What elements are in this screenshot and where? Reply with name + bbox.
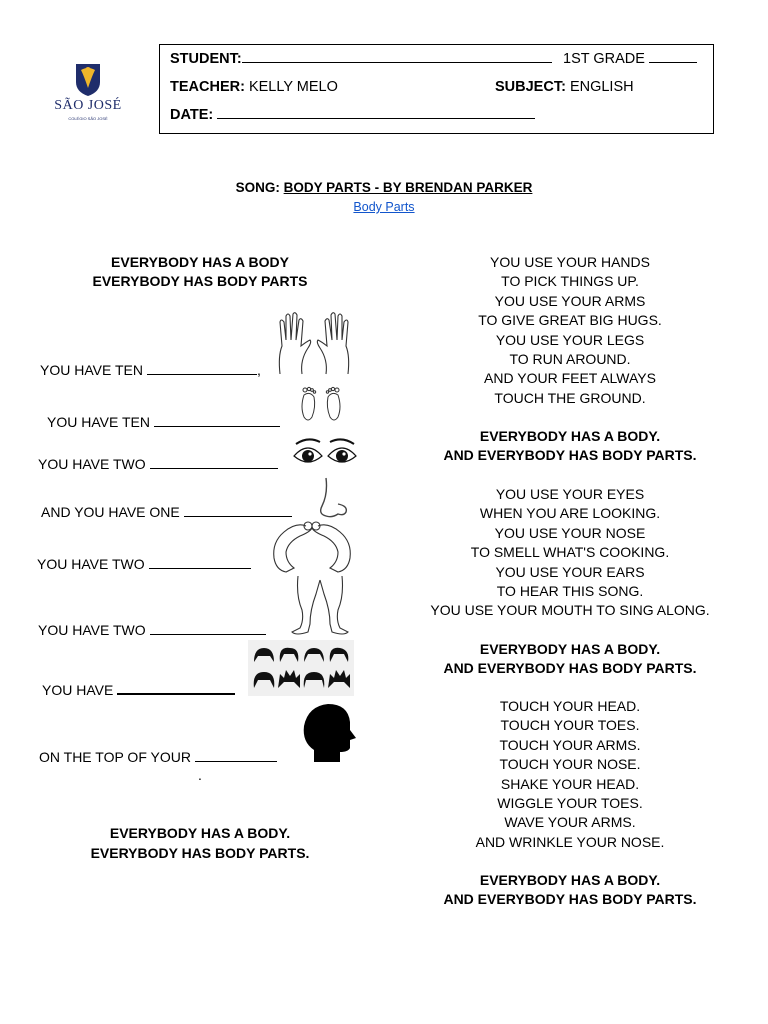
- lyric-line: WAVE YOUR ARMS.: [504, 814, 636, 831]
- song-link[interactable]: Body Parts: [353, 200, 415, 214]
- lyric-line: TOUCH YOUR ARMS.: [499, 736, 641, 753]
- lyric-line: TOUCH THE GROUND.: [494, 389, 646, 406]
- verse-3: [400, 697, 740, 852]
- lyric-line: YOU USE YOUR LEGS: [495, 331, 645, 348]
- arms-icon: [266, 518, 358, 574]
- fill-text: YOU HAVE: [42, 682, 114, 698]
- fill-line-hands: [40, 362, 261, 378]
- chorus-3: [400, 871, 740, 910]
- logo-name: SÃO JOSÉ: [54, 98, 122, 113]
- chorus-1: [400, 427, 740, 466]
- answer-blank[interactable]: [184, 515, 292, 517]
- left-end-chorus-line-2: EVERYBODY HAS BODY PARTS.: [90, 845, 310, 861]
- fill-text: YOU HAVE TWO: [38, 622, 146, 638]
- fill-text: ON THE TOP OF YOUR: [39, 749, 191, 765]
- grade-field[interactable]: [649, 61, 697, 63]
- subject-value: ENGLISH: [569, 79, 634, 95]
- answer-blank[interactable]: [150, 633, 266, 635]
- answer-blank[interactable]: [150, 467, 278, 469]
- date-label: DATE:: [170, 107, 214, 123]
- fill-line-feet: [47, 414, 280, 430]
- fill-text: YOU HAVE TWO: [37, 556, 145, 572]
- chorus-line: AND EVERYBODY HAS BODY PARTS.: [443, 660, 697, 677]
- lyric-line: TO RUN AROUND.: [509, 351, 631, 368]
- song-name: BODY PARTS - BY BRENDAN PARKER: [283, 180, 533, 195]
- chorus-line: AND EVERYBODY HAS BODY PARTS.: [443, 447, 697, 464]
- fill-text: YOU HAVE TEN: [40, 362, 143, 378]
- lyric-line: YOU USE YOUR EARS: [495, 563, 645, 580]
- fill-text: YOU HAVE TEN: [47, 414, 150, 430]
- song-title: [0, 180, 768, 195]
- verse-2: [400, 485, 740, 621]
- teacher-name: KELLY MELO: [248, 79, 338, 95]
- fill-line-hair: [42, 682, 235, 698]
- eyes-icon: [292, 436, 358, 470]
- fill-line-nose: [41, 504, 292, 520]
- fill-line-head: [39, 749, 277, 765]
- fill-text: AND YOU HAVE ONE: [41, 504, 180, 520]
- fill-text: YOU HAVE TWO: [38, 456, 146, 472]
- lyric-line: YOU USE YOUR NOSE: [494, 524, 646, 541]
- student-info-box: [159, 44, 714, 134]
- lyric-line: AND WRINKLE YOUR NOSE.: [475, 833, 665, 850]
- chorus-2: [400, 640, 740, 679]
- crest-icon: [46, 58, 130, 98]
- lyric-line: YOU USE YOUR MOUTH TO SING ALONG.: [430, 602, 710, 619]
- lyric-line: YOU USE YOUR HANDS: [490, 254, 650, 270]
- lyric-line: TOUCH YOUR NOSE.: [499, 756, 641, 773]
- lyric-line: SHAKE YOUR HEAD.: [500, 775, 640, 792]
- chorus-line: EVERYBODY HAS A BODY.: [479, 872, 661, 888]
- lyric-line: AND YOUR FEET ALWAYS: [484, 370, 656, 387]
- grade-label: 1ST GRADE: [563, 51, 645, 67]
- lyric-line: TO GIVE GREAT BIG HUGS.: [478, 312, 662, 329]
- answer-blank[interactable]: [195, 760, 277, 762]
- chorus-line: AND EVERYBODY HAS BODY PARTS.: [443, 891, 697, 908]
- student-label: STUDENT:: [170, 51, 242, 67]
- chorus-line: EVERYBODY HAS A BODY.: [479, 641, 661, 657]
- lyric-line: WHEN YOU ARE LOOKING.: [479, 505, 661, 522]
- lyric-line: YOU USE YOUR EYES: [495, 486, 645, 502]
- answer-blank[interactable]: [147, 373, 257, 375]
- student-name-field[interactable]: [242, 61, 552, 63]
- fill-line-eyes: [38, 456, 278, 472]
- teacher-row: [170, 79, 338, 95]
- fill-line-legs: [38, 622, 266, 638]
- verse-1: [400, 253, 740, 408]
- lyric-line: TO HEAR THIS SONG.: [496, 583, 644, 600]
- answer-blank[interactable]: [154, 425, 280, 427]
- nose-icon: [312, 476, 354, 520]
- left-chorus-line-1: EVERYBODY HAS A BODY: [111, 254, 289, 270]
- grade-row: [563, 51, 697, 67]
- lyric-line: WIGGLE YOUR TOES.: [497, 795, 643, 812]
- head-icon: [300, 702, 356, 764]
- teacher-label: TEACHER:: [170, 79, 245, 95]
- chorus-line: EVERYBODY HAS A BODY.: [479, 428, 661, 444]
- lyric-line: YOU USE YOUR ARMS: [494, 292, 646, 309]
- subject-row: [495, 79, 634, 95]
- fill-line-arms: [37, 556, 251, 572]
- feet-icon: [296, 385, 348, 425]
- lyric-line: TO PICK THINGS UP.: [501, 273, 639, 290]
- hair-icon: [248, 640, 354, 696]
- legs-icon: [288, 574, 354, 636]
- lyric-line: TO SMELL WHAT'S COOKING.: [470, 544, 670, 561]
- student-row: [170, 51, 552, 67]
- lyric-line: TOUCH YOUR TOES.: [500, 717, 640, 734]
- answer-blank[interactable]: [149, 567, 251, 569]
- lyric-line: TOUCH YOUR HEAD.: [499, 698, 641, 714]
- left-chorus-line-2: EVERYBODY HAS BODY PARTS: [92, 273, 308, 289]
- date-row: [170, 107, 535, 123]
- subject-label: SUBJECT:: [495, 79, 566, 95]
- dot: .: [198, 767, 202, 783]
- date-field[interactable]: [217, 117, 535, 119]
- school-logo: [46, 58, 130, 128]
- song-prefix: SONG:: [235, 180, 280, 195]
- fill-suffix: ,: [256, 362, 261, 378]
- logo-tagline: COLÉGIO SÃO JOSÉ: [68, 116, 108, 121]
- answer-blank[interactable]: [117, 692, 235, 695]
- left-end-chorus-line-1: EVERYBODY HAS A BODY.: [109, 825, 291, 841]
- hands-icon: [272, 310, 356, 376]
